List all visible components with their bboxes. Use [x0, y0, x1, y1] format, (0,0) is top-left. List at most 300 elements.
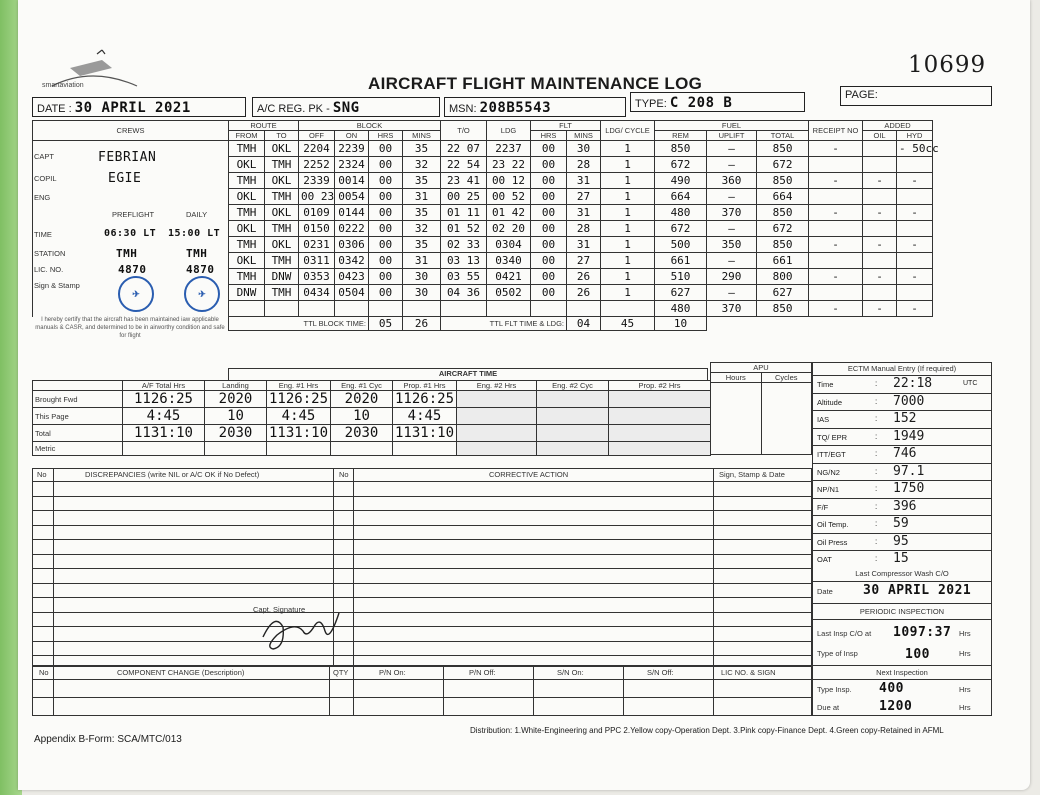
ectm-value: 15 — [893, 551, 909, 566]
flight-cell-to_t: 01 52 — [441, 221, 487, 237]
flight-cell-ldg: 00 52 — [487, 189, 531, 205]
flight-cell-rcpt — [809, 157, 863, 173]
ectm-panel: ECTM Manual Entry (If required) Time : 22:18 UTC Altitude : 7000 IAS : 152 TQ/ EPR : 1949 ITT/EGT : 746 NG/N2 : 97.1 NP/N1 : 1750 F/F : 396 Oil Temp. : 59 Oil Press : 95 OAT : 15 Last Compressor Wash C/O Date 30 APRIL 2021 PERIODIC INSPECTION Last Insp C/O at 1097:37 Hrs Type of Insp 100 Hrs Next Inspection Type Insp. 400 Hrs Due at 1200 Hrs — [812, 362, 992, 716]
flight-cell-ldg: 0502 — [487, 285, 531, 301]
flight-cell-to_t: 22 07 — [441, 141, 487, 157]
flight-cell-oil: - — [863, 205, 897, 221]
flight-cell-oil: - — [863, 237, 897, 253]
daily-station: TMH — [186, 247, 208, 260]
preflight-label: PREFLIGHT — [112, 210, 155, 219]
flight-cell-up: — — [707, 189, 757, 205]
ectm-label: Oil Press — [817, 537, 848, 547]
flight-cell-up: 370 — [707, 205, 757, 221]
flight-cell-fh — [531, 301, 567, 317]
captain-name: FEBRIAN — [98, 150, 157, 165]
flight-cell-rem: 480 — [655, 301, 707, 317]
ectm-unit: UTC — [963, 380, 978, 387]
flight-cell-oil — [863, 285, 897, 301]
sign-stamp-date-title: Sign, Stamp & Date — [719, 470, 785, 479]
flight-row — [33, 253, 993, 269]
fuel-header: FUEL — [655, 121, 809, 131]
flight-cell-hyd — [897, 221, 933, 237]
aircraft-time-row — [33, 442, 711, 456]
msn-value: 208B5543 — [479, 100, 551, 116]
on-header: ON — [335, 131, 369, 141]
registration-value: SNG — [332, 100, 360, 116]
ectm-label: TQ/ EPR — [817, 432, 848, 442]
aircraft-time-cell: 10 — [331, 408, 393, 425]
flight-cell-from: TMH — [229, 173, 265, 189]
flight-cell-fh: 00 — [531, 253, 567, 269]
aircraft-time-row-label: Total — [33, 425, 123, 442]
apu-hours-header: Hours — [711, 373, 762, 383]
flight-cell-cyc: 1 — [601, 205, 655, 221]
ldg-cycle-header: LDG/ CYCLE — [601, 121, 655, 141]
aircraft-time-header: Eng. #1 Hrs — [267, 381, 331, 391]
aircraft-time-cell: 4:45 — [123, 408, 205, 425]
flight-cell-tot: 850 — [757, 173, 809, 189]
flight-cell-rcpt: - — [809, 205, 863, 221]
daily-label: DAILY — [186, 210, 208, 219]
ttl-block-hrs: 05 — [369, 317, 403, 331]
rem-header: REM — [655, 131, 707, 141]
ectm-row: IAS : 152 — [813, 410, 991, 427]
flight-row — [33, 189, 993, 205]
brand-text: smartaviation — [42, 82, 84, 89]
aircraft-time-cell: 1131:10 — [393, 425, 457, 442]
aircraft-time-header: Eng. #1 Cyc — [331, 381, 393, 391]
flight-cell-ldg: 2237 — [487, 141, 531, 157]
hyd-header: HYD — [897, 131, 933, 141]
flight-cell-fh: 00 — [531, 269, 567, 285]
flight-cell-up: — — [707, 141, 757, 157]
flight-cell-fh: 00 — [531, 205, 567, 221]
date-field: DATE : 30 APRIL 2021 — [32, 97, 246, 117]
captain-signature-icon — [255, 607, 345, 655]
flight-cell-mins: 30 — [403, 285, 441, 301]
discrepancy-title: DISCREPANCIES (write NIL or A/C OK if No Defect) — [85, 470, 260, 479]
flight-cell-mins: 35 — [403, 173, 441, 189]
flight-cell-tot: 627 — [757, 285, 809, 301]
flight-cell-to: TMH — [265, 157, 299, 173]
flight-cell-fh: 00 — [531, 173, 567, 189]
flight-cell-off — [299, 301, 335, 317]
flight-row — [33, 157, 993, 173]
flight-cell-rem: 490 — [655, 173, 707, 189]
flight-cell-fh: 00 — [531, 237, 567, 253]
ttl-flt-hrs: 04 — [567, 317, 601, 331]
block-mins-header: MINS — [403, 131, 441, 141]
flight-cell-tot: 672 — [757, 221, 809, 237]
captain-signature-label: Capt. Signature — [253, 605, 306, 614]
ectm-value: 152 — [893, 411, 917, 426]
flight-cell-rem: 850 — [655, 141, 707, 157]
flight-cell-to: TMH — [265, 253, 299, 269]
flight-cell-on: 0014 — [335, 173, 369, 189]
flight-cell-tot: 850 — [757, 205, 809, 221]
aircraft-time-cell: 10 — [205, 408, 267, 425]
flight-cell-hrs: 00 — [369, 221, 403, 237]
ectm-value: 22:18 — [893, 376, 933, 391]
flight-cell-oil — [863, 189, 897, 205]
flight-row — [33, 301, 993, 317]
aircraft-time-header: Eng. #2 Cyc — [537, 381, 609, 391]
aircraft-time-cell: 1126:25 — [123, 391, 205, 408]
flight-cell-fm: 26 — [567, 285, 601, 301]
aircraft-time-header: Eng. #2 Hrs — [457, 381, 537, 391]
aircraft-time-row — [33, 391, 711, 408]
ectm-label: Altitude — [817, 397, 843, 407]
flight-cell-rcpt — [809, 221, 863, 237]
ectm-title: ECTM Manual Entry (If required) — [847, 364, 957, 373]
flight-cell-hrs: 00 — [369, 205, 403, 221]
flight-cell-tot: 661 — [757, 253, 809, 269]
flight-cell-mins: 35 — [403, 205, 441, 221]
aircraft-time-row — [33, 408, 711, 425]
flight-cell-mins: 30 — [403, 269, 441, 285]
flight-cell-up: 360 — [707, 173, 757, 189]
flight-cell-tot: 800 — [757, 269, 809, 285]
ectm-label: Time — [817, 380, 834, 389]
flight-cell-to: TMH — [265, 285, 299, 301]
aircraft-time-row-label: This Page — [33, 408, 123, 425]
registration-field: A/C REG. PK - SNG — [252, 97, 440, 117]
flight-cell-off: 0150 — [299, 221, 335, 237]
ectm-row: Oil Press : 95 — [813, 533, 991, 550]
flight-cell-fm: 31 — [567, 173, 601, 189]
ttl-block-mins: 26 — [403, 317, 441, 331]
ectm-label: IAS — [817, 415, 830, 424]
flight-cell-from: OKL — [229, 221, 265, 237]
ectm-row: Time : 22:18 UTC — [813, 375, 991, 392]
flight-cell-mins: 32 — [403, 221, 441, 237]
flight-cell-oil: - — [863, 173, 897, 189]
flight-cell-fm: 28 — [567, 157, 601, 173]
daily-stamp-icon: ✈ — [184, 276, 220, 312]
flight-cell-cyc: 1 — [601, 189, 655, 205]
flt-header: FLT — [531, 121, 601, 131]
flight-cell-on: 0306 — [335, 237, 369, 253]
block-hrs-header: HRS — [369, 131, 403, 141]
flight-cell-on: 0144 — [335, 205, 369, 221]
aircraft-time-cell — [331, 442, 393, 456]
flight-cell-hrs: 00 — [369, 285, 403, 301]
component-change-title: COMPONENT CHANGE (Description) — [117, 668, 245, 677]
flight-cell-to_t: 01 11 — [441, 205, 487, 221]
flight-cell-hyd: - — [897, 301, 933, 317]
flight-cell-off: 2204 — [299, 141, 335, 157]
flight-cell-mins: 31 — [403, 253, 441, 269]
flight-log-table — [32, 120, 992, 331]
flight-cell-ldg — [487, 301, 531, 317]
flight-cell-on — [335, 301, 369, 317]
flight-cell-fh: 00 — [531, 141, 567, 157]
flight-cell-hyd: - 50cc — [897, 141, 933, 157]
flight-cell-to_t: 03 13 — [441, 253, 487, 269]
page-field: PAGE: — [840, 86, 992, 106]
apu-table — [710, 362, 812, 455]
ectm-value: 95 — [893, 533, 909, 549]
flight-cell-oil — [863, 221, 897, 237]
ldg-header: LDG — [487, 121, 531, 141]
ectm-value: 746 — [893, 446, 917, 461]
flight-cell-off: 2339 — [299, 173, 335, 189]
preflight-lic: 4870 — [118, 263, 147, 276]
flight-cell-mins: 32 — [403, 157, 441, 173]
flight-cell-rem: 672 — [655, 157, 707, 173]
flight-cell-from — [229, 301, 265, 317]
flt-hrs-header: HRS — [531, 131, 567, 141]
flight-cell-hyd: - — [897, 269, 933, 285]
flight-row — [33, 205, 993, 221]
flight-cell-on: 0054 — [335, 189, 369, 205]
flight-cell-oil: - — [863, 269, 897, 285]
flight-cell-hyd: - — [897, 173, 933, 189]
component-change-section: No COMPONENT CHANGE (Description) QTY P/N On: P/N Off: S/N On: S/N Off: LIC NO. & SIGN — [32, 666, 812, 716]
ectm-row: NP/N1 : 1750 — [813, 480, 991, 497]
ectm-label: ITT/EGT — [817, 450, 846, 459]
flight-cell-ldg: 0304 — [487, 237, 531, 253]
ttl-flt-mins: 45 — [601, 317, 655, 331]
flight-cell-on: 0423 — [335, 269, 369, 285]
flight-cell-rem: 661 — [655, 253, 707, 269]
from-header: FROM — [229, 131, 265, 141]
flight-cell-fh: 00 — [531, 189, 567, 205]
total-header: TOTAL — [757, 131, 809, 141]
copilot-name: EGIE — [108, 171, 142, 186]
aircraft-time-cell: 1126:25 — [393, 391, 457, 408]
flight-cell-hyd — [897, 189, 933, 205]
flight-cell-to: TMH — [265, 189, 299, 205]
ectm-label: OAT — [817, 555, 832, 564]
flight-cell-hrs: 00 — [369, 157, 403, 173]
flight-cell-hrs: 00 — [369, 141, 403, 157]
uplift-header: UPLIFT — [707, 131, 757, 141]
flight-cell-up: — — [707, 285, 757, 301]
flight-cell-cyc: 1 — [601, 269, 655, 285]
flight-cell-hrs — [369, 301, 403, 317]
route-header: ROUTE — [229, 121, 299, 131]
flight-cell-fm — [567, 301, 601, 317]
block-header: BLOCK — [299, 121, 441, 131]
flight-cell-from: TMH — [229, 237, 265, 253]
ectm-label: F/F — [817, 502, 829, 512]
aircraft-time-cell: 2020 — [331, 391, 393, 408]
aircraft-time-cell — [205, 442, 267, 456]
aircraft-time-cell: 1131:10 — [267, 425, 331, 442]
flight-cell-ldg: 0421 — [487, 269, 531, 285]
flight-cell-fh: 00 — [531, 285, 567, 301]
to-route-header: TO — [265, 131, 299, 141]
flight-cell-from: OKL — [229, 157, 265, 173]
flight-cell-rcpt: - — [809, 141, 863, 157]
ttl-block-label: TTL BLOCK TIME: — [229, 317, 369, 331]
apu-title: APU — [711, 363, 812, 373]
flight-row — [33, 141, 993, 157]
flight-cell-tot: 850 — [757, 301, 809, 317]
ectm-label: NP/N1 — [817, 485, 840, 494]
aircraft-time-row-label: Brought Fwd — [33, 391, 123, 408]
flight-cell-fm: 31 — [567, 205, 601, 221]
flight-cell-on: 0342 — [335, 253, 369, 269]
flight-cell-ldg: 00 12 — [487, 173, 531, 189]
flight-cell-hyd — [897, 157, 933, 173]
aircraft-time-header-row — [33, 381, 711, 391]
flight-cell-fm: 31 — [567, 237, 601, 253]
ectm-value: 1750 — [893, 481, 925, 496]
flt-mins-header: MINS — [567, 131, 601, 141]
ttl-ldg: 10 — [655, 317, 707, 331]
last-inspection-value: 1097:37 — [893, 625, 952, 640]
ectm-value: 97.1 — [893, 463, 925, 479]
off-header: OFF — [299, 131, 335, 141]
aircraft-time-cell: 1126:25 — [267, 391, 331, 408]
next-type-value: 400 — [879, 681, 904, 696]
flight-cell-off: 2252 — [299, 157, 335, 173]
aircraft-time-cell: 2030 — [331, 425, 393, 442]
flight-cell-to: OKL — [265, 205, 299, 221]
flight-cell-oil — [863, 253, 897, 269]
aircraft-time-header: A/F Total Hrs — [123, 381, 205, 391]
flight-cell-fh: 00 — [531, 221, 567, 237]
flight-cell-hrs: 00 — [369, 269, 403, 285]
ectm-row: F/F : 396 — [813, 498, 991, 515]
preflight-station: TMH — [116, 247, 138, 260]
flight-cell-rem: 480 — [655, 205, 707, 221]
flight-cell-hyd: - — [897, 237, 933, 253]
crews-header: CREWS — [33, 121, 229, 141]
aircraft-time-cell — [123, 442, 205, 456]
flight-cell-rcpt — [809, 285, 863, 301]
flight-cell-rcpt: - — [809, 173, 863, 189]
flight-cell-hyd — [897, 285, 933, 301]
flight-cell-to_t: 22 54 — [441, 157, 487, 173]
flight-cell-up: — — [707, 253, 757, 269]
flight-cell-hrs: 00 — [369, 173, 403, 189]
flight-cell-tot: 850 — [757, 141, 809, 157]
flight-cell-off: 0231 — [299, 237, 335, 253]
flight-cell-on: 0504 — [335, 285, 369, 301]
ectm-value: 7000 — [893, 393, 925, 409]
flight-cell-cyc: 1 — [601, 157, 655, 173]
type-value: C 208 B — [669, 95, 733, 111]
flight-cell-cyc: 1 — [601, 253, 655, 269]
flight-cell-rcpt: - — [809, 237, 863, 253]
aircraft-time-header: Landing — [205, 381, 267, 391]
flight-cell-rcpt: - — [809, 269, 863, 285]
flight-row — [33, 269, 993, 285]
flight-cell-mins: 35 — [403, 141, 441, 157]
flight-cell-to_t: 02 33 — [441, 237, 487, 253]
flight-cell-up: — — [707, 157, 757, 173]
flight-cell-fh: 00 — [531, 157, 567, 173]
flight-cell-from: OKL — [229, 253, 265, 269]
flight-cell-fm: 27 — [567, 253, 601, 269]
flight-cell-oil — [863, 157, 897, 173]
page-title: AIRCRAFT FLIGHT MAINTENANCE LOG — [368, 74, 703, 93]
flight-cell-off: 0311 — [299, 253, 335, 269]
msn-field: MSN: 208B5543 — [444, 97, 626, 117]
flight-cell-from: DNW — [229, 285, 265, 301]
daily-time: 15:00 LT — [168, 228, 221, 239]
flight-cell-from: TMH — [229, 205, 265, 221]
type-field: TYPE: C 208 B — [630, 92, 805, 112]
aircraft-time-cell — [267, 442, 331, 456]
receipt-header: RECEIPT NO — [809, 121, 863, 141]
flight-cell-cyc: 1 — [601, 237, 655, 253]
flight-cell-to — [265, 301, 299, 317]
corrective-action-title: CORRECTIVE ACTION — [489, 470, 569, 479]
flight-cell-to: OKL — [265, 237, 299, 253]
flight-cell-hrs: 00 — [369, 237, 403, 253]
date-value: 30 APRIL 2021 — [74, 100, 191, 116]
aircraft-time-header: Prop. #1 Hrs — [393, 381, 457, 391]
flight-cell-on: 2239 — [335, 141, 369, 157]
ectm-row: Altitude : 7000 — [813, 393, 991, 410]
added-header: ADDED — [863, 121, 933, 131]
daily-lic: 4870 — [186, 263, 215, 276]
ttl-flt-label: TTL FLT TIME & LDG: — [441, 317, 567, 331]
flight-cell-rcpt: - — [809, 301, 863, 317]
flight-cell-rem: 672 — [655, 221, 707, 237]
flight-cell-off: 0109 — [299, 205, 335, 221]
flight-cell-mins: 35 — [403, 237, 441, 253]
flight-cell-rcpt — [809, 253, 863, 269]
next-inspection-title: Next Inspection — [876, 668, 928, 677]
aircraft-time-header: Prop. #2 Hrs — [609, 381, 711, 391]
compressor-wash-title: Last Compressor Wash C/O — [855, 569, 949, 578]
ectm-label: NG/N2 — [817, 467, 840, 477]
aircraft-time-cell: 1131:10 — [123, 425, 205, 442]
flight-cell-to_t — [441, 301, 487, 317]
type-of-inspection-value: 100 — [905, 647, 930, 662]
ectm-value: 1949 — [893, 428, 925, 444]
flight-cell-to: OKL — [265, 173, 299, 189]
form-id: Appendix B-Form: SCA/MTC/013 — [34, 734, 182, 745]
flight-cell-up: 350 — [707, 237, 757, 253]
flight-cell-hyd: - — [897, 205, 933, 221]
aircraft-time-row — [33, 425, 711, 442]
flight-cell-off: 00 23 — [299, 189, 335, 205]
flight-cell-up: 290 — [707, 269, 757, 285]
ectm-row: OAT : 15 — [813, 550, 991, 567]
flight-cell-ldg: 02 20 — [487, 221, 531, 237]
flight-cell-from: TMH — [229, 269, 265, 285]
flight-cell-hrs: 00 — [369, 253, 403, 269]
flight-cell-oil: - — [863, 301, 897, 317]
ectm-value: 396 — [893, 498, 917, 514]
aircraft-time-cell: 2020 — [205, 391, 267, 408]
flight-cell-tot: 850 — [757, 237, 809, 253]
flight-cell-to_t: 04 36 — [441, 285, 487, 301]
flight-cell-cyc: 1 — [601, 141, 655, 157]
serial-number: 10699 — [908, 52, 987, 78]
flight-cell-off: 0434 — [299, 285, 335, 301]
flight-cell-fm: 26 — [567, 269, 601, 285]
flight-cell-up: 370 — [707, 301, 757, 317]
compressor-wash-date: 30 APRIL 2021 — [863, 583, 972, 598]
flight-cell-mins: 31 — [403, 189, 441, 205]
flight-cell-on: 0222 — [335, 221, 369, 237]
flight-row — [33, 285, 993, 301]
airplane-logo-icon — [42, 46, 142, 98]
flight-row — [33, 173, 993, 189]
flight-cell-rem: 510 — [655, 269, 707, 285]
flight-cell-to: OKL — [265, 141, 299, 157]
periodic-inspection-title: PERIODIC INSPECTION — [859, 607, 945, 616]
flight-cell-hyd — [897, 253, 933, 269]
due-at-value: 1200 — [879, 699, 913, 714]
